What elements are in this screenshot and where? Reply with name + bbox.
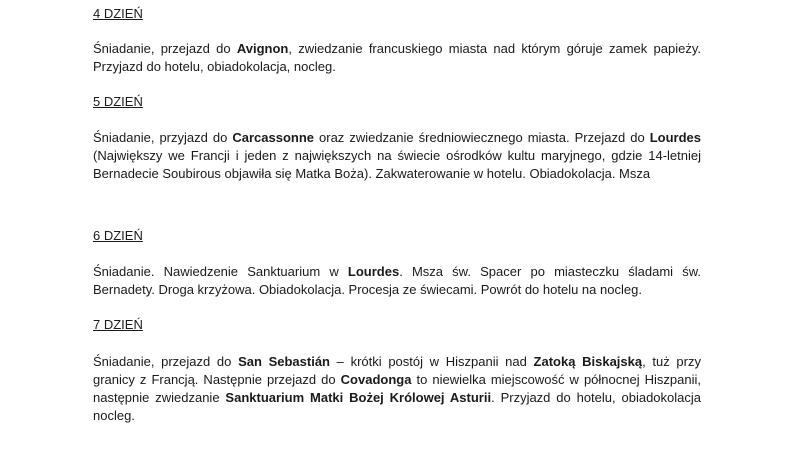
text-run: , tuż przy granicy z Francją. Następnie przejazd do: [93, 354, 701, 387]
bold-place-name: Avignon: [236, 41, 289, 56]
text-run: to niewielka miejscowość w północnej Hiszpanii, następnie zwiedzanie: [93, 372, 701, 405]
bold-place-name: San Sebastián: [238, 354, 330, 369]
day-4-description: [93, 40, 701, 76]
text-run: Śniadanie, przejazd do: [93, 354, 239, 369]
document-page: [93, 0, 701, 467]
text-run: , zwiedzanie francuskiego miasta nad którym góruje zamek papieży. Przyjazd do hotelu, obiadokolacja, nocleg.: [93, 41, 701, 74]
day-5-description: [93, 129, 701, 183]
text-run: Śniadanie, przejazd do: [93, 41, 237, 56]
day-5-heading: 5 DZIEŃ: [93, 94, 143, 109]
day-7-heading: 7 DZIEŃ: [93, 317, 143, 332]
text-run: . Przyjazd do hotelu, obiadokolacja nocleg.: [93, 390, 701, 423]
bold-place-name: Lourdes: [347, 264, 400, 279]
text-run: oraz zwiedzanie średniowiecznego miasta. Przejazd do: [314, 130, 650, 145]
day-6-description: [93, 263, 701, 299]
bold-place-name: Sanktuarium Matki Bożej Królowej Asturii: [225, 390, 492, 405]
bold-place-name: Carcassonne: [232, 130, 314, 145]
text-run: – krótki postój w Hiszpanii nad: [330, 354, 534, 369]
bold-place-name: Covadonga: [340, 372, 412, 387]
text-run: . Msza św. Spacer po miasteczku śladami św. Bernadety. Droga krzyżowa. Obiadokolacja. Procesja ze świecami. Powrót do hotelu na nocleg.: [93, 264, 702, 297]
day-6-heading: 6 DZIEŃ: [93, 228, 143, 243]
day-5-clip: [93, 129, 701, 186]
bold-place-name: Lourdes: [649, 130, 701, 145]
text-run: (Największy we Francji i jeden z największych na świecie ośrodków kultu maryjnego, gdzie 14-letniej Bernadecie Soubirous objawiła się Matka Boża). Zakwaterowanie w hotelu. Obiadokolacja. Msza: [93, 148, 701, 181]
bold-place-name: Zatoką Biskajską: [533, 354, 643, 369]
day-4-heading: 4 DZIEŃ: [93, 6, 143, 21]
text-run: Śniadanie. Nawiedzenie Sanktuarium w: [93, 264, 348, 279]
text-run: Śniadanie, przyjazd do: [93, 130, 233, 145]
day-7-description: [93, 353, 701, 425]
